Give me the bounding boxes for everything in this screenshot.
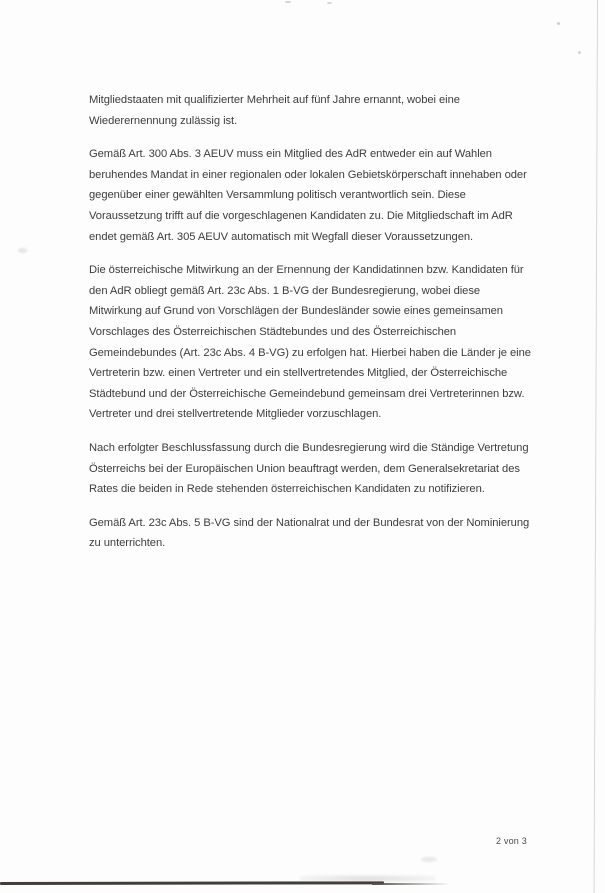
text-line: Österreichs bei der Europäischen Union beauftragt werden, dem Generalsekretariat des bbox=[89, 462, 520, 475]
document-body-text bbox=[89, 90, 559, 567]
text-line: zu unterrichten. bbox=[89, 537, 166, 550]
text-line: Die österreichische Mitwirkung an der Ernennung der Kandidatinnen bzw. Kandidaten für bbox=[89, 264, 524, 277]
paragraph-austrian-participation bbox=[89, 260, 559, 425]
scan-speck bbox=[18, 248, 27, 253]
text-line: Gemeindebundes (Art. 23c Abs. 4 B-VG) zu erfolgen hat. Hierbei haben die Länder je eine bbox=[89, 346, 531, 359]
paragraph-reappointment bbox=[89, 90, 559, 131]
text-line: Rates die beiden in Rede stehenden österreichischen Kandidaten zu notifizieren. bbox=[89, 483, 485, 496]
scan-speck bbox=[557, 22, 560, 25]
text-line: Mitgliedstaaten mit qualifizierter Mehrheit auf fünf Jahre ernannt, wobei eine bbox=[89, 94, 460, 106]
scan-speck bbox=[421, 857, 437, 862]
text-line: Mitwirkung auf Grund von Vorschlägen der Bundesländer sowie eines gemeinsamen bbox=[89, 305, 503, 318]
text-line: gegenüber einer gewählten Versammlung politisch verantwortlich sein. Diese bbox=[89, 189, 466, 202]
paragraph-art-23c-abs5 bbox=[89, 513, 559, 554]
text-line: Gemäß Art. 23c Abs. 5 B-VG sind der Nationalrat und der Bundesrat von der Nominierung bbox=[89, 516, 530, 529]
text-line: Wiederernennung zulässig ist. bbox=[89, 114, 238, 127]
paragraph-art-300-aeuv bbox=[89, 144, 559, 247]
text-line: Vertreterin bzw. einen Vertreter und ein stellvertretendes Mitglied, der Österreichische bbox=[89, 367, 508, 380]
scan-speck bbox=[578, 51, 581, 54]
text-line: Nach erfolgter Beschlussfassung durch die Bundesregierung wird die Ständige Vertretung bbox=[89, 441, 529, 454]
text-line: Voraussetzung trifft auf die vorgeschlagenen Kandidaten zu. Die Mitgliedschaft im AdR bbox=[89, 209, 513, 222]
text-line: Städtebund und der Österreichische Gemeindebund gemeinsam drei Vertreterinnen bzw. bbox=[89, 387, 525, 400]
scan-speck bbox=[327, 2, 332, 4]
scan-right-edge-line bbox=[594, 0, 598, 893]
scan-smudge bbox=[300, 875, 435, 882]
text-line: Gemäß Art. 300 Abs. 3 AEUV muss ein Mitglied des AdR entweder ein auf Wahlen bbox=[89, 148, 492, 161]
scan-bottom-edge-fade bbox=[372, 883, 450, 885]
scan-speck bbox=[285, 1, 291, 3]
text-line: endet gemäß Art. 305 AEUV automatisch mit Wegfall dieser Voraussetzungen. bbox=[89, 230, 474, 243]
page-number-indicator: 2 von 3 bbox=[496, 836, 527, 846]
text-line: den AdR obliegt gemäß Art. 23c Abs. 1 B-VG der Bundesregierung, wobei diese bbox=[89, 284, 481, 297]
text-line: Vorschlages des Österreichischen Städtebundes und des Österreichischen bbox=[89, 325, 457, 338]
paragraph-notification bbox=[89, 438, 559, 500]
text-line: Vertreter und drei stellvertretende Mitglieder vorzuschlagen. bbox=[89, 408, 382, 421]
text-line: beruhendes Mandat in einer regionalen oder lokalen Gebietskörperschaft innehaben oder bbox=[89, 168, 527, 181]
